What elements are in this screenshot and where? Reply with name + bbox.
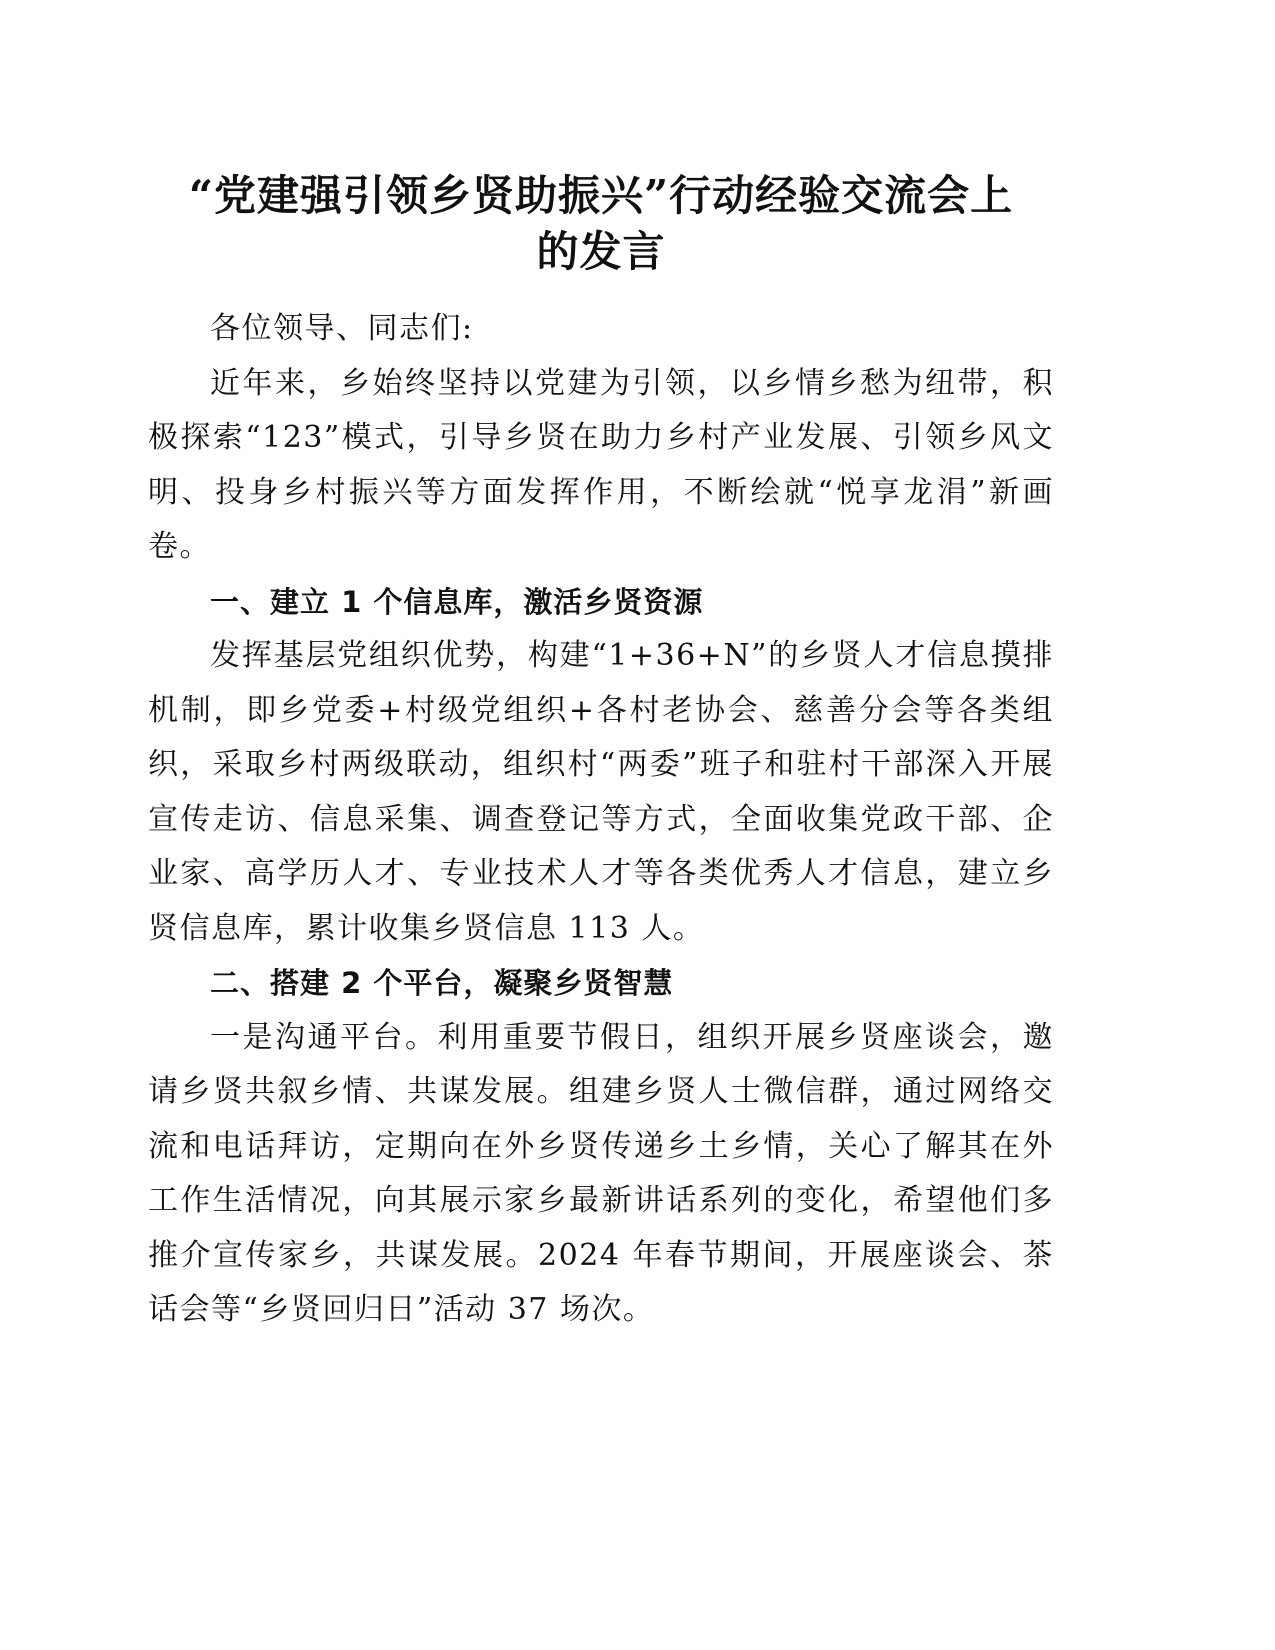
intro-paragraph: 近年来，乡始终坚持以党建为引领，以乡情乡愁为纽带，积极探索“123”模式，引导乡贤在助力乡村产业发展、引领乡风文明、投身乡村振兴等方面发挥作用，不断绘就“悦享龙涓”新画卷。 bbox=[148, 365, 1054, 564]
greeting: 各位领导、同志们: bbox=[210, 311, 474, 346]
section-1-heading: 一、建立 1 个信息库，激活乡贤资源 bbox=[210, 584, 704, 619]
title-line-2: 的发言 bbox=[536, 227, 666, 276]
document-page bbox=[148, 168, 1054, 1338]
title-line-1: “党建强引领乡贤助振兴”行动经验交流会上 bbox=[188, 171, 1014, 220]
section-2-heading: 二、搭建 2 个平台，凝聚乡贤智慧 bbox=[210, 966, 674, 1000]
document-title bbox=[148, 168, 1054, 280]
section-2-body: 一是沟通平台。利用重要节假日，组织开展乡贤座谈会，邀请乡贤共叙乡情、共谋发展。组建乡贤人士微信群，通过网络交流和电话拜访，定期向在外乡贤传递乡土乡情，关心了解其在外工作生活情况，向其展示家乡最新讲话系列的变化，希望他们多推介宣传家乡，共谋发展。2024 年春节期间，开展座谈会、茶话会等“乡贤回归日”活动 37 场次。 bbox=[148, 1019, 1054, 1327]
section-1-body: 发挥基层党组织优势，构建“1+36+N”的乡贤人才信息摸排机制，即乡党委+村级党组织+各村老协会、慈善分会等各类组织，采取乡村两级联动，组织村“两委”班子和驻村干部深入开展宣传走访、信息采集、调查登记等方式，全面收集党政干部、企业家、高学历人才、专业技术人才等各类优秀人才信息，建立乡贤信息库，累计收集乡贤信息 113 人。 bbox=[148, 638, 1054, 946]
